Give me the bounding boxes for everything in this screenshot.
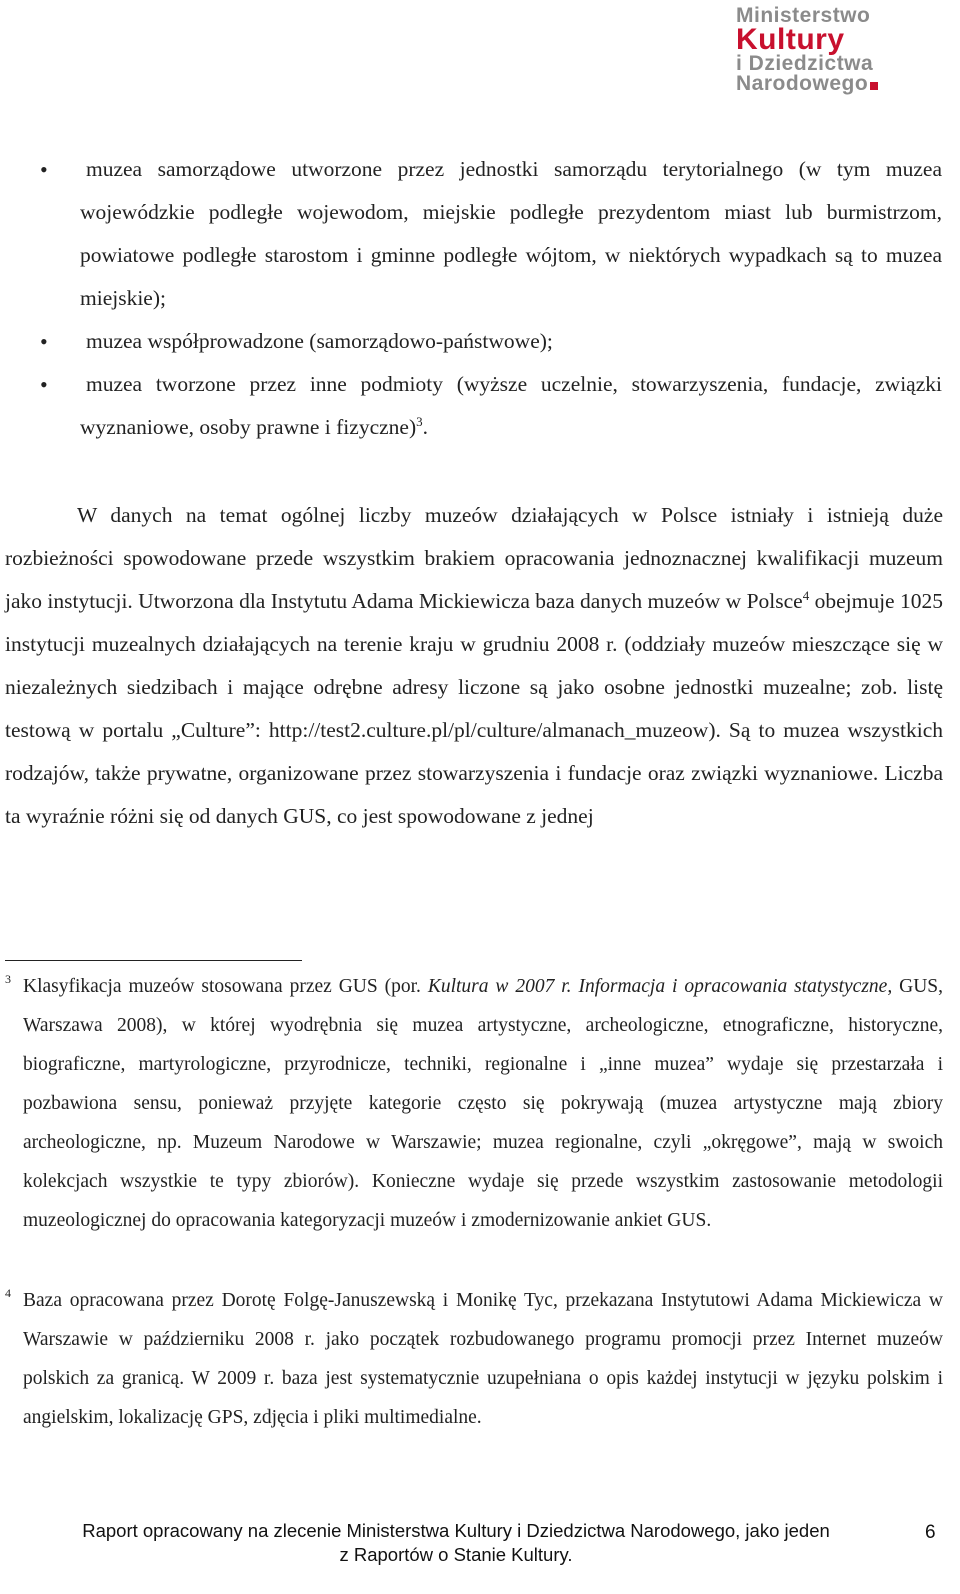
list-item-text: muzea samorządowe utworzone przez jednostki samorządu terytorialnego (w tym muzea wojewódzkie podległe wojewodom, miejskie podległe prezydentom miast lub burmistrzom, powiatowe podległe starostom i gminne podległe wójtom, w niektórych wypadkach są to muzea miejskie); — [80, 157, 942, 310]
footnote-4: 4 Baza opracowana przez Dorotę Folgę-Januszewską i Monikę Tyc, przekazana Instytutowi Adama Mickiewicza w Warszawie w październiku 2008 r. jako początek rozbudowanego programu promocji przez Internet muzeów polskich za granicą. W 2009 r. baza jest systematycznie uzupełniana o opis każdej instytucji w języku polskim i angielskim, lokalizację GPS, zdjęcia i pliki multimedialne. — [5, 1281, 943, 1437]
footer-line-2: z Raportów o Stanie Kultury. — [339, 1544, 573, 1565]
footnote-number: 3 — [5, 972, 11, 986]
logo-line-narodowego: Narodowego — [736, 74, 936, 94]
list-item-text: muzea współprowadzone (samorządowo-państwowe); — [86, 329, 553, 353]
body-paragraph: W danych na temat ogólnej liczby muzeów działających w Polsce istniały i istnieją duże rozbieżności spowodowane przede wszystkim brakiem opracowania jednoznacznej kwalifikacji muzeum jako instytucji. Utworzona dla Instytutu Adama Mickiewicza baza danych muzeów w Polsce$^4$ obejmuje 1025 instytucji muzealnych działających na terenie kraju w grudniu 2008 r. (oddziały muzeów mieszczące się w niezależnych siedzibach i mające odrębne adresy liczone są jako osobne jednostki muzealne; zob. listę testową w portalu „Culture”: http://test2.culture.pl/pl/culture/almanach_muzeow). Są to muzea wszystkich rodzajów, także prywatne, organizowane przez stowarzyszenia i fundacje oraz związki wyznaniowe. Liczba ta wyraźnie różni się od danych GUS, co jest spowodowane z jednej — [5, 503, 943, 828]
list-item — [40, 320, 942, 363]
page-footer — [36, 1519, 876, 1567]
logo-dot-icon — [870, 82, 878, 90]
logo-line-dziedzictwa: i Dziedzictwa — [736, 52, 874, 76]
cited-publication-title: Kultura w 2007 r. Informacja i opracowania statystyczne, — [427, 976, 893, 997]
footnote-3: 3 Klasyfikacja muzeów stosowana przez GUS (por. Kultura w 2007 r. Informacja i opracowania statystyczne, GUS, Warszawa 2008), w której wyodrębnia się muzea artystyczne, archeologiczne, etnograficzne, historyczne, biograficzne, martyrologiczne, przyrodnicze, techniki, regionalne i „inne muzea” wydaje się przestarzała i pozbawiona sensu, ponieważ przyjęte kategorie często się pokrywają (muzea artystyczne mają zbiory archeologiczne, np. Muzeum Narodowe w Warszawie; muzea regionalne, czyli „okręgowe”, mają w swoich kolekcjach wszystkie te typy zbiorów). Konieczne wydaje się przede wszystkim zastosowanie metodologii muzeologicznej do opracowania kategoryzacji muzeów i zmodernizowanie ankiet GUS. — [5, 967, 943, 1240]
footnote-ref-4[interactable]: 4 — [802, 587, 810, 603]
list-item-text: muzea tworzone przez inne podmioty (wyższe uczelnie, stowarzyszenia, fundacje, związki wyznaniowe, osoby prawne i fizyczne) — [80, 372, 942, 439]
logo-line-kultury: Kultury — [736, 22, 845, 56]
footnote-number: 4 — [5, 1286, 11, 1300]
footnote-ref-3[interactable]: 3 — [416, 413, 423, 429]
list-item: • muzea tworzone przez inne podmioty (wyższe uczelnie, stowarzyszenia, fundacje, związki wyznaniowe, osoby prawne i fizyczne)$^3$. — [40, 363, 942, 449]
page-number: 6 — [925, 1522, 936, 1543]
museum-types-list — [40, 148, 942, 449]
footnote-separator — [5, 960, 302, 961]
ministry-logo — [736, 6, 936, 94]
logo-line-ministerstwo: Ministerstwo — [736, 4, 871, 27]
list-item — [40, 148, 942, 320]
footer-line-1: Raport opracowany na zlecenie Ministerstwa Kultury i Dziedzictwa Narodowego, jako jeden — [82, 1520, 830, 1541]
